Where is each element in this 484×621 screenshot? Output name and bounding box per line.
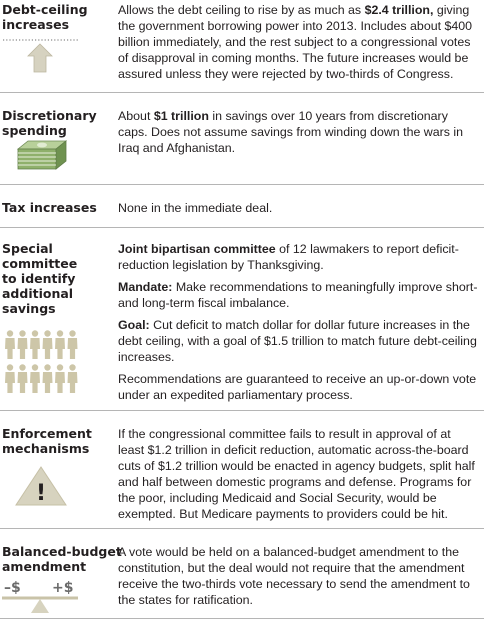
label-line: Enforcement <box>2 426 92 441</box>
text: Allows the debt ceiling to rise by as much as <box>118 3 365 17</box>
row-special-committee <box>0 228 484 411</box>
text: giving the government borrowing power into 2013. Includes about $400 billion immediately, and the rest subject to a congressional votes of disapproval in coming months. The future increases would be assured unless they were rejected by two-thirds of Congress. <box>118 3 473 81</box>
row-balanced-budget <box>0 529 484 619</box>
warning-icon <box>14 465 68 507</box>
row-tax-increases <box>0 185 484 228</box>
people-icon <box>4 328 84 398</box>
up-arrow-icon <box>0 38 80 74</box>
label-line: committee <box>2 256 78 271</box>
person-figure <box>55 330 65 359</box>
scale-minus-label: –$ <box>4 580 21 596</box>
label-line: Discretionary <box>2 108 97 123</box>
description-paragraph <box>118 2 480 82</box>
description-paragraph: If the congressional committee fails to result in approval of at least $1.2 trillion in deficit reduction, automatic across-the-board cuts of $1.2 trillion would be enacted in agency budgets, split half and half between domestic programs and defense. Programs for the poor, including Medicaid and Social Security, would be exempted. But Medicare payments to providers could be hit. <box>118 427 475 521</box>
text: of 12 lawmakers to report deficit-reduction legislation by Thanksgiving. <box>118 242 459 272</box>
row-description <box>118 2 480 82</box>
label-line: savings <box>2 301 56 316</box>
row-discretionary-spending <box>0 93 484 185</box>
row-description <box>118 544 480 608</box>
bold-amount: $1 trillion <box>153 109 209 123</box>
label-line: mechanisms <box>2 441 90 456</box>
text: Cut deficit to match dollar for dollar future increases in the debt ceiling, with a goal of $1.5 trillion to match future debt-ceiling increases. <box>118 318 477 364</box>
row-label <box>2 108 97 138</box>
label-line: additional <box>2 286 74 301</box>
bold-term: Joint bipartisan committee <box>118 242 276 256</box>
scale-plus-label: +$ <box>52 580 74 596</box>
label-line: to identify <box>2 271 76 286</box>
label-line: amendment <box>2 559 87 574</box>
person-figure <box>18 364 28 393</box>
description-paragraph <box>118 279 480 311</box>
row-description <box>118 108 480 156</box>
label-line: Special <box>2 241 53 256</box>
person-figure <box>5 364 15 393</box>
bold-term: Goal: <box>118 318 150 332</box>
label-line: Debt-ceiling <box>2 2 88 17</box>
person-figure <box>30 364 40 393</box>
row-label <box>2 241 77 316</box>
description-paragraph <box>118 317 480 365</box>
text: in savings over 10 years from discretionary caps. Does not assume savings from winding down the wars in Iraq and Afghanistan. <box>118 109 464 155</box>
row-label <box>2 426 92 456</box>
text: About <box>118 109 154 123</box>
label-line: Balanced-budget <box>2 544 122 559</box>
person-figure <box>5 330 15 359</box>
person-figure <box>68 364 78 393</box>
row-enforcement <box>0 411 484 529</box>
label-line: spending <box>2 123 67 138</box>
bold-amount: $2.4 trillion, <box>364 3 434 17</box>
row-description <box>118 200 480 216</box>
person-figure <box>68 330 78 359</box>
person-figure <box>18 330 28 359</box>
row-label <box>2 200 97 215</box>
balance-scale-icon <box>0 577 80 621</box>
row-label <box>2 2 88 32</box>
text: Make recommendations to meaningfully improve short- and long-term fiscal imbalance. <box>118 280 478 310</box>
money-stack-icon <box>14 139 68 175</box>
row-description <box>118 241 480 403</box>
person-figure <box>55 364 65 393</box>
row-debt-ceiling <box>0 0 484 93</box>
warning-glyph: ! <box>35 481 47 506</box>
description-paragraph: None in the immediate deal. <box>118 201 273 215</box>
description-paragraph <box>118 241 480 273</box>
person-figure <box>30 330 40 359</box>
person-figure <box>43 364 53 393</box>
bold-term: Mandate: <box>118 280 173 294</box>
person-figure <box>43 330 53 359</box>
row-label <box>2 544 122 574</box>
row-description <box>118 426 480 522</box>
description-paragraph <box>118 108 480 156</box>
label-line: Tax increases <box>2 200 97 215</box>
label-line: increases <box>2 17 70 32</box>
description-paragraph: Recommendations are guaranteed to receive an up-or-down vote under an expedited parliamentary process. <box>118 372 477 402</box>
description-paragraph: A vote would be held on a balanced-budget amendment to the constitution, but the deal would not require that the amendment receive the two-thirds vote necessary to send the amendment to the states for ratification. <box>118 545 470 607</box>
